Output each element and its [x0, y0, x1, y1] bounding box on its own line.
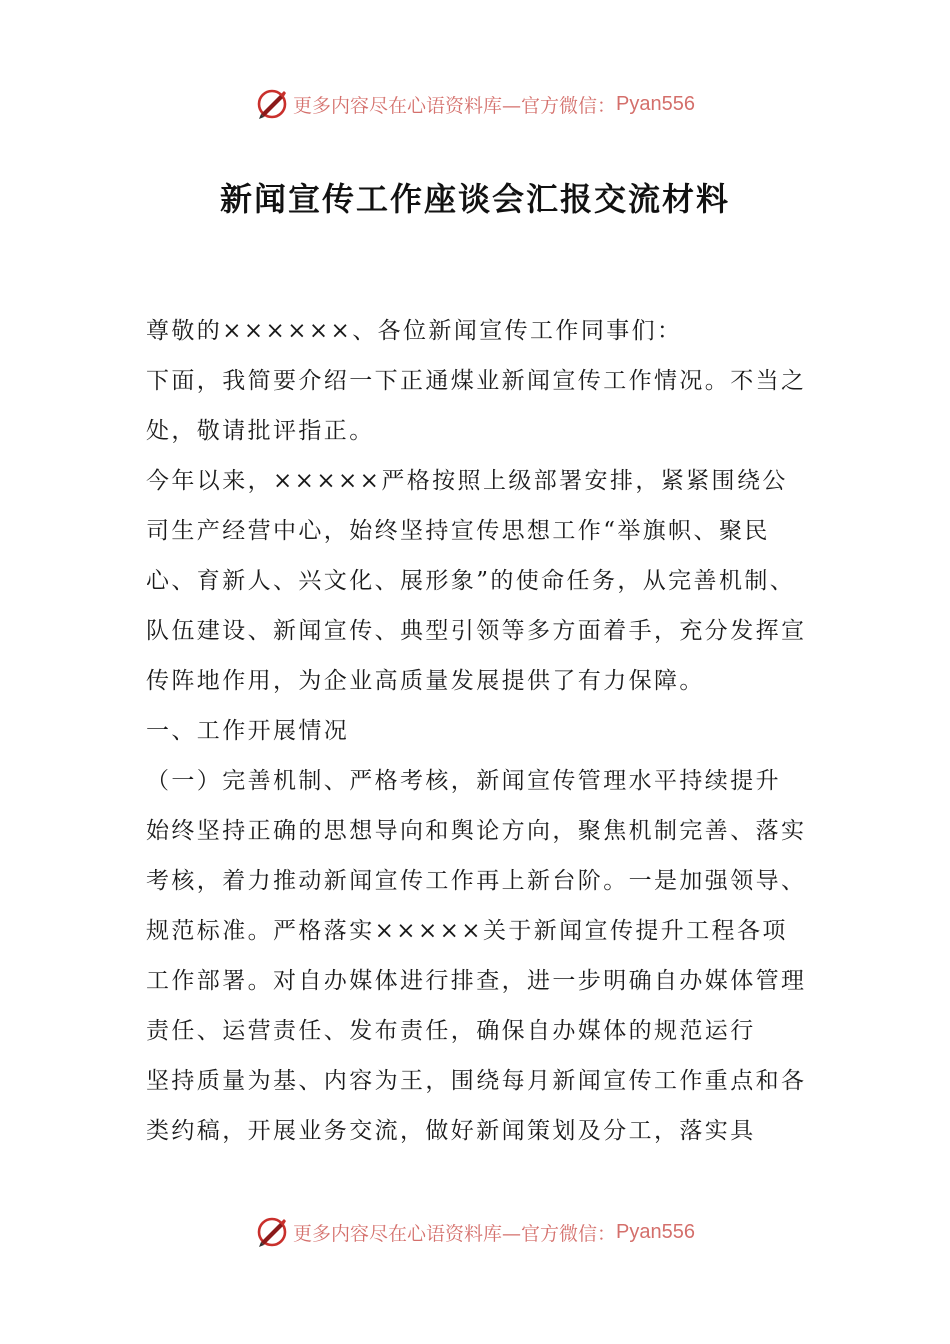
salutation-paragraph: 尊敬的××××××、各位新闻宣传工作同事们： — [146, 318, 683, 344]
intro-paragraph: 下面，我简要介绍一下正通煤业新闻宣传工作情况。不当之处，敬请批评指正。 — [146, 368, 807, 444]
overview-paragraph: 今年以来，×××××严格按照上级部署安排，紧紧围绕公司生产经营中心，始终坚持宣传思想工作“举旗帜、聚民心、育新人、兴文化、展形象”的使命任务，从完善机制、队伍建设、新闻宣传、典型引领等多方面着手，充分发挥宣传阵地作用，为企业高质量发展提供了有力保障。 — [146, 468, 807, 694]
watermark-text: 更多内容尽在心语资料库—官方微信： — [293, 1222, 617, 1245]
pen-logo-icon — [255, 87, 289, 121]
watermark-content — [255, 1215, 695, 1249]
pen-logo-icon — [255, 1215, 289, 1249]
document-body — [146, 306, 811, 1156]
watermark-text: 更多内容尽在心语资料库—官方微信： — [293, 94, 617, 117]
body-paragraph: 始终坚持正确的思想导向和舆论方向，聚焦机制完善、落实考核，着力推动新闻宣传工作再上新台阶。一是加强领导、规范标准。严格落实×××××关于新闻宣传提升工程各项工作部署。对自办媒体进行排查，进一步明确自办媒体管理责任、运营责任、发布责任，确保自办媒体的规范运行 — [146, 818, 807, 1044]
subsection-heading: （一）完善机制、严格考核，新闻宣传管理水平持续提升 — [146, 768, 781, 794]
document-title: 新闻宣传工作座谈会汇报交流材料 — [219, 180, 730, 218]
watermark-wechat-id: Pyan556 — [616, 92, 695, 115]
body-paragraph: 坚持质量为基、内容为王，围绕每月新闻宣传工作重点和各类约稿，开展业务交流，做好新闻策划及分工，落实具 — [146, 1068, 807, 1144]
watermark-content — [255, 87, 695, 121]
header-watermark — [0, 84, 950, 124]
watermark-wechat-id: Pyan556 — [616, 1220, 695, 1243]
section-heading: 一、工作开展情况 — [146, 718, 350, 744]
footer-watermark — [0, 1212, 950, 1252]
